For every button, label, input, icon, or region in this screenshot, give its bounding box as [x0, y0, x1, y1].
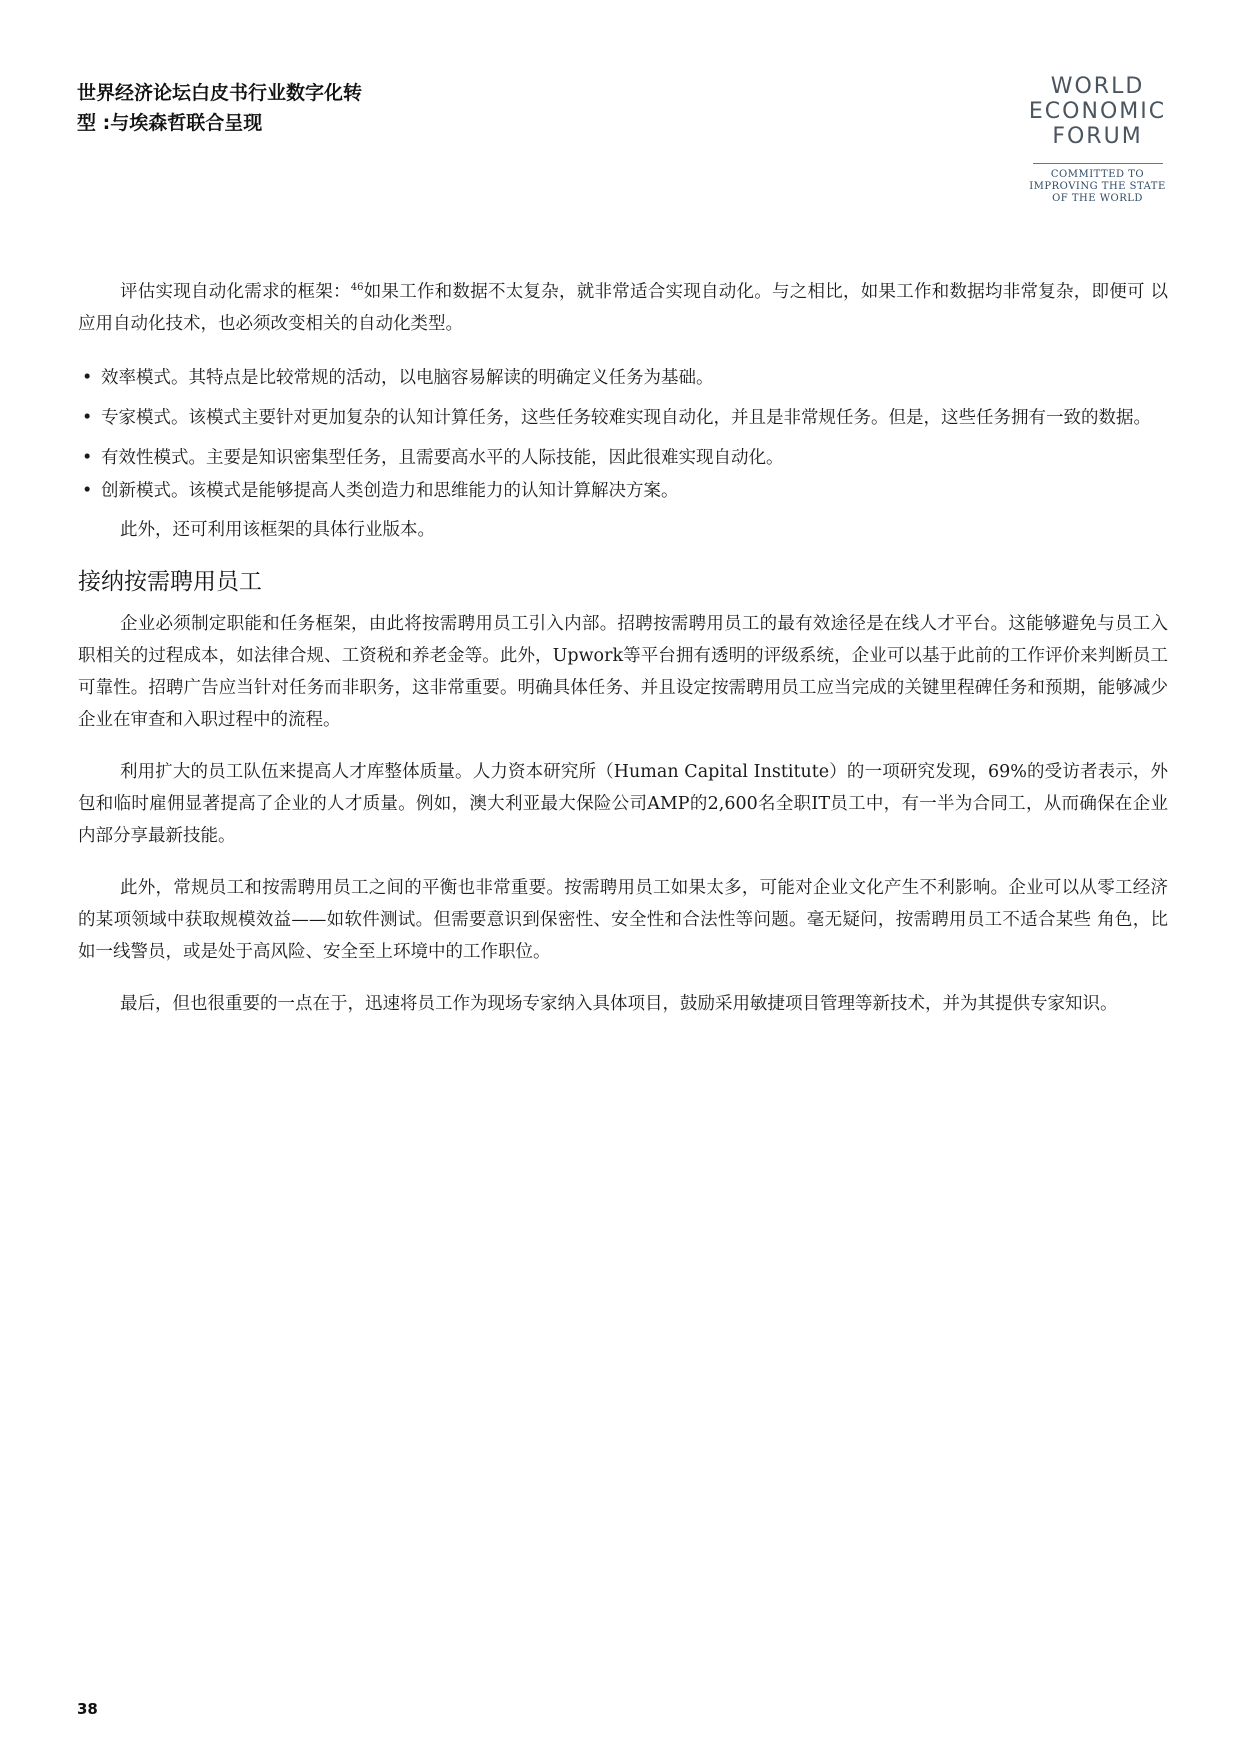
- bullet-marker: •: [82, 448, 93, 468]
- bullet-marker: •: [82, 408, 93, 428]
- bullet-text: 创新模式。该模式是能够提高人类创造力和思维能力的认知计算解决方案。: [101, 481, 679, 501]
- section-heading: 接纳按需聘用员工: [78, 569, 262, 595]
- intro-text: 如果工作和数据不太复杂，就非常适合实现自动化。与之相比，如果工作和数据均非常复杂，即便可 以应用自动化技术，也必须改变相关的自动化类型。: [78, 282, 1169, 334]
- wef-logo: [1010, 74, 1185, 205]
- logo-divider: [1033, 163, 1163, 164]
- document-title-line-1: 世界经济论坛白皮书行业数字化转: [77, 82, 363, 104]
- logo-tagline-3: OF THE WORLD: [1052, 193, 1143, 204]
- bullet-text: 效率模式。其特点是比较常规的活动，以电脑容易解读的明确定义任务为基础。: [101, 368, 714, 388]
- logo-word-world: WORLD: [1050, 74, 1145, 99]
- bullet-marker: •: [82, 368, 93, 388]
- section-paragraph: 最后，但也很重要的一点在于，迅速将员工作为现场专家纳入具体项目，鼓励采用敏捷项目管理等新技术，并为其提供专家知识。: [120, 994, 1118, 1014]
- logo-word-economic: ECONOMIC: [1028, 99, 1167, 124]
- logo-tagline-1: COMMITTED TO: [1050, 169, 1145, 180]
- bullet-text: 专家模式。该模式主要针对更加复杂的认知计算任务，这些任务较难实现自动化，并且是非常规任务。但是，这些任务拥有一致的数据。: [101, 408, 1151, 428]
- document-title-line-2: 型 :与埃森哲联合呈现: [77, 112, 263, 134]
- bullet-item: [78, 364, 1168, 392]
- logo-word-forum: FORUM: [1052, 124, 1143, 149]
- section-paragraph: 此外，常规员工和按需聘用员工之间的平衡也非常重要。按需聘用员工如果太多，可能对企业文化产生不利影响。企业可以从零工经济的某项领域中获取规模效益——如软件测试。但需要意识到保密性、安全性和合法性等问题。毫无疑问，按需聘用员工不适合某些 角色，比如一线警员，或是处于高风险、安全至上环境中的工作职位。: [78, 878, 1168, 962]
- document-title: [77, 78, 437, 138]
- main-content: [78, 276, 1168, 1020]
- bullet-text: 有效性模式。主要是知识密集型任务，且需要高水平的人际技能，因此很难实现自动化。: [101, 448, 784, 468]
- logo-tagline-2: IMPROVING THE STATE: [1029, 181, 1166, 192]
- framework-bullet-list: [78, 364, 1168, 505]
- intro-paragraph: [78, 276, 1168, 340]
- bullet-item: [78, 477, 1168, 505]
- framework-closing-paragraph: 此外，还可利用该框架的具体行业版本。: [120, 520, 435, 540]
- intro-lead: 评估实现自动化需求的框架：: [120, 282, 351, 302]
- section-paragraph: 企业必须制定职能和任务框架，由此将按需聘用员工引入内部。招聘按需聘用员工的最有效途径是在线人才平台。这能够避免与员工入职相关的过程成本，如法律合规、工资税和养老金等。此外，Upwork等平台拥有透明的评级系统，企业可以基于此前的工作评价来判断员工可靠性。招聘广告应当针对任务而非职务，这非常重要。明确具体任务、并且设定按需聘用员工应当完成的关键里程碑任务和预期，能够减少企业在审查和入职过程中的流程。: [78, 614, 1168, 730]
- bullet-marker: •: [82, 481, 93, 501]
- section-paragraph: 利用扩大的员工队伍来提高人才库整体质量。人力资本研究所（Human Capital Institute）的一项研究发现，69%的受访者表示，外包和临时雇佣显著提高了企业的人才质量。例如，澳大利亚最大保险公司AMP的2,600名全职IT员工中，有一半为合同工，从而确保在企业内部分享最新技能。: [78, 762, 1168, 846]
- footnote-ref: 46: [350, 282, 364, 294]
- bullet-item: [78, 404, 1168, 432]
- page-number: 38: [77, 1700, 98, 1718]
- bullet-item: [78, 444, 1168, 472]
